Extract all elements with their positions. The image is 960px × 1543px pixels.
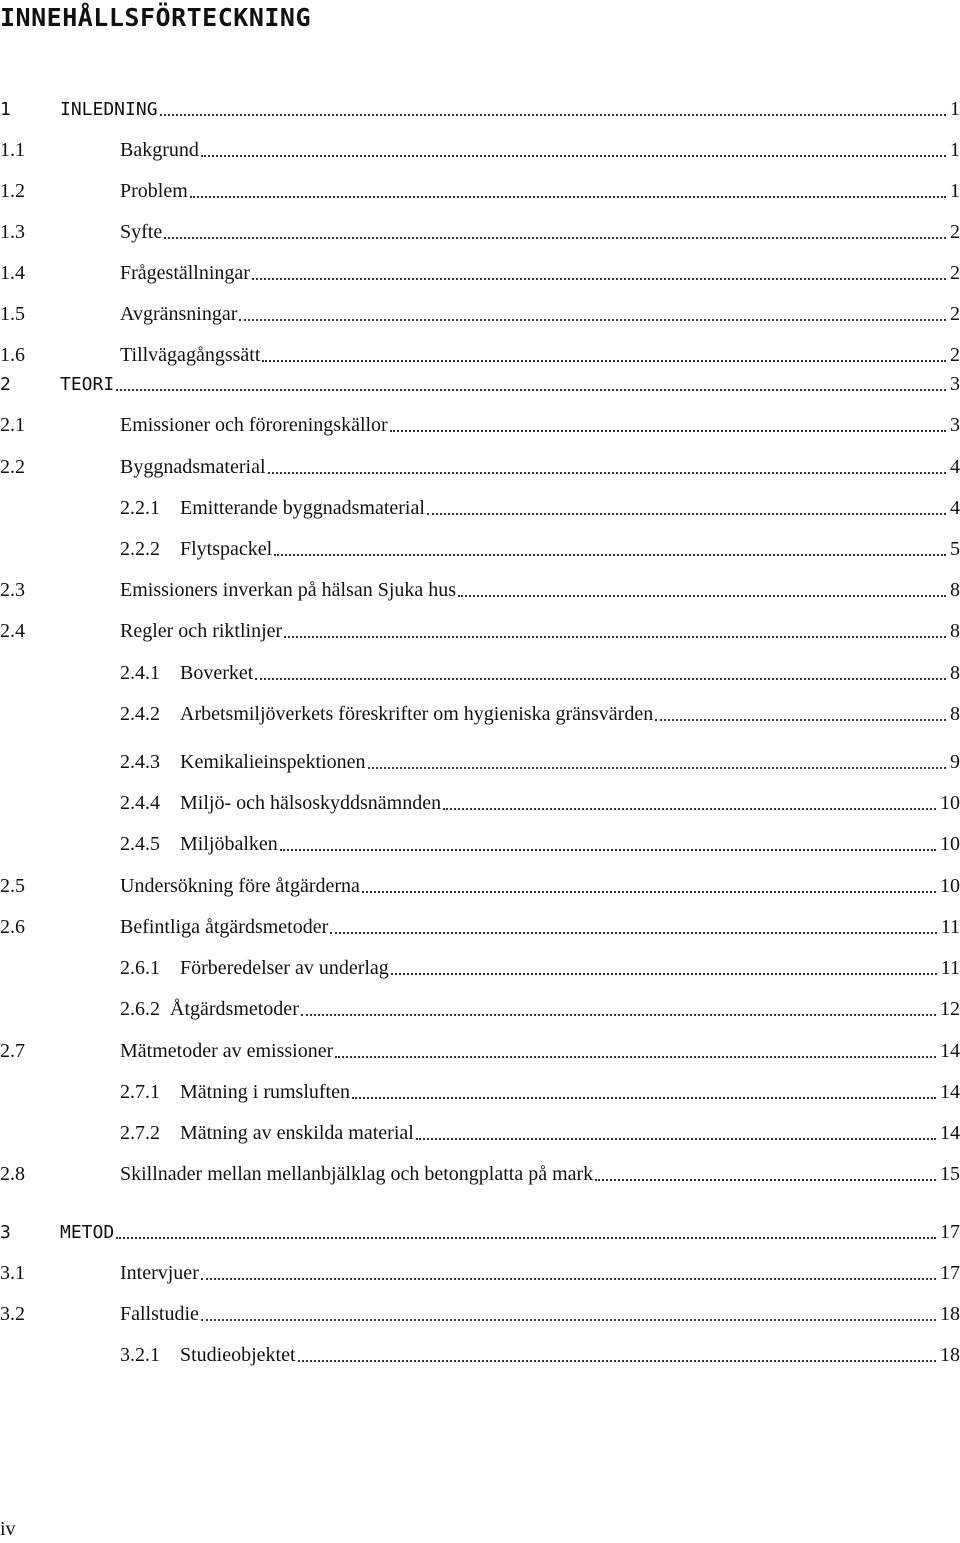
leader-dots	[368, 767, 946, 769]
toc-entry[interactable]	[120, 535, 960, 563]
leader-dots	[362, 891, 936, 893]
entry-page: 2	[950, 303, 960, 325]
entry-number: 1.6	[0, 344, 25, 366]
entry-label: Flytspackel	[180, 538, 273, 560]
toc-entry[interactable]	[120, 830, 960, 858]
toc-entry[interactable]	[0, 218, 960, 246]
entry-number: 2.6.1	[120, 957, 160, 979]
entry-label: Arbetsmiljöverkets föreskrifter om hygieniska gränsvärden	[180, 703, 654, 725]
toc-entry[interactable]	[0, 370, 960, 398]
entry-label: Befintliga åtgärdsmetoder	[120, 916, 329, 938]
entry-page: 15	[940, 1163, 960, 1185]
leader-dots	[239, 319, 946, 321]
entry-number: 2.4	[0, 620, 25, 642]
entry-label: INLEDNING	[60, 99, 158, 120]
toc-entry[interactable]	[0, 1259, 960, 1287]
toc-entry[interactable]	[0, 1218, 960, 1246]
entry-page: 12	[940, 998, 960, 1020]
entry-label: Byggnadsmaterial	[120, 456, 266, 478]
leader-dots	[201, 1278, 936, 1280]
leader-dots	[335, 1056, 936, 1058]
entry-page: 4	[950, 456, 960, 478]
toc-entry[interactable]	[0, 1160, 960, 1188]
entry-number: 3.2	[0, 1303, 25, 1325]
leader-dots	[595, 1179, 936, 1181]
entry-label: Problem	[120, 180, 188, 202]
entry-page: 17	[940, 1262, 960, 1284]
toc-entry[interactable]	[120, 995, 960, 1023]
toc-entry[interactable]	[0, 300, 960, 328]
entry-number: 2	[0, 374, 11, 395]
entry-page: 3	[950, 373, 960, 395]
entry-label: Emissioner och föroreningskällor	[120, 414, 388, 436]
entry-page: 2	[950, 221, 960, 243]
toc-entry[interactable]	[0, 872, 960, 900]
entry-number: 1.1	[0, 139, 25, 161]
leader-dots	[160, 114, 946, 116]
leader-dots	[352, 1097, 936, 1099]
entry-number: 2.4.2	[120, 703, 160, 725]
toc-entry[interactable]	[0, 341, 960, 369]
entry-page: 8	[950, 662, 960, 684]
entry-number: 2.4.4	[120, 792, 160, 814]
entry-label: Fallstudie	[120, 1303, 199, 1325]
entry-page: 8	[950, 620, 960, 642]
leader-dots	[298, 1360, 936, 1362]
entry-number: 2.4.5	[120, 833, 160, 855]
entry-number: 3	[0, 1222, 11, 1243]
leader-dots	[458, 595, 946, 597]
entry-label: Undersökning före åtgärderna	[120, 875, 360, 897]
entry-page: 11	[940, 957, 960, 979]
entry-label: Bakgrund	[120, 139, 199, 161]
entry-page: 2	[950, 344, 960, 366]
toc-entry[interactable]	[120, 748, 960, 776]
leader-dots	[655, 719, 946, 721]
entry-number: 2.2.1	[120, 497, 160, 519]
entry-number: 1.5	[0, 303, 25, 325]
toc-entry[interactable]	[120, 789, 960, 817]
toc-entry[interactable]	[0, 453, 960, 481]
entry-label: Tillvägagångssätt	[120, 344, 261, 366]
leader-dots	[201, 1319, 936, 1321]
toc-entry[interactable]	[0, 259, 960, 287]
leader-dots	[301, 1014, 936, 1016]
page-number: iv	[0, 1518, 16, 1540]
leader-dots	[280, 849, 936, 851]
toc-entry[interactable]	[0, 177, 960, 205]
entry-number: 2.3	[0, 579, 25, 601]
entry-number: 2.1	[0, 414, 25, 436]
entry-number: 2.7.2	[120, 1122, 160, 1144]
entry-label: Regler och riktlinjer	[120, 620, 283, 642]
toc-title: INNEHÅLLSFÖRTECKNING	[0, 3, 312, 32]
entry-number: 1.3	[0, 221, 25, 243]
entry-number: 2.4.1	[120, 662, 160, 684]
entry-page: 3	[950, 414, 960, 436]
toc-entry[interactable]	[120, 494, 960, 522]
leader-dots	[116, 389, 946, 391]
entry-number: 2.6.2	[120, 998, 160, 1020]
leader-dots	[427, 513, 946, 515]
leader-dots	[274, 554, 946, 556]
entry-page: 2	[950, 262, 960, 284]
entry-label: Mätning av enskilda material	[180, 1122, 414, 1144]
entry-number: 1.4	[0, 262, 25, 284]
leader-dots	[252, 278, 946, 280]
entry-label: Mätning i rumsluften	[180, 1081, 350, 1103]
leader-dots	[268, 472, 946, 474]
entry-page: 5	[950, 538, 960, 560]
toc-entry[interactable]	[0, 1037, 960, 1065]
toc-entry[interactable]	[120, 700, 960, 728]
toc-entry[interactable]	[120, 1078, 960, 1106]
entry-number: 2.2.2	[120, 538, 160, 560]
entry-number: 2.5	[0, 875, 25, 897]
entry-number: 2.7	[0, 1040, 25, 1062]
entry-number: 1.2	[0, 180, 25, 202]
leader-dots	[255, 678, 946, 680]
toc-entry[interactable]	[120, 1119, 960, 1147]
entry-label: METOD	[60, 1222, 115, 1243]
leader-dots	[330, 932, 936, 934]
entry-number: 3.2.1	[120, 1344, 160, 1366]
entry-page: 1	[950, 180, 960, 202]
toc-entry[interactable]	[120, 1341, 960, 1369]
toc-entry[interactable]	[120, 659, 960, 687]
entry-label: Avgränsningar	[120, 303, 238, 325]
entry-number: 2.4.3	[120, 751, 160, 773]
toc-entry[interactable]	[0, 136, 960, 164]
entry-page: 14	[940, 1081, 960, 1103]
entry-number: 2.8	[0, 1163, 25, 1185]
entry-label: Emitterande byggnadsmaterial	[180, 497, 425, 519]
entry-label: Boverket	[180, 662, 254, 684]
entry-page: 10	[940, 875, 960, 897]
toc-entry[interactable]	[0, 617, 960, 645]
leader-dots	[262, 360, 946, 362]
entry-number: 2.2	[0, 456, 25, 478]
toc-entry[interactable]	[120, 954, 960, 982]
leader-dots	[443, 808, 936, 810]
entry-page: 11	[940, 916, 960, 938]
entry-number: 2.6	[0, 916, 25, 938]
entry-label: TEORI	[60, 374, 115, 395]
entry-page: 10	[940, 833, 960, 855]
entry-page: 17	[940, 1221, 960, 1243]
entry-page: 18	[940, 1344, 960, 1366]
entry-label: Förberedelser av underlag	[180, 957, 389, 979]
entry-page: 1	[950, 98, 960, 120]
entry-page: 8	[950, 703, 960, 725]
toc-entry[interactable]	[0, 913, 960, 941]
entry-number: 2.7.1	[120, 1081, 160, 1103]
entry-label: Frågeställningar	[120, 262, 250, 284]
entry-number: 3.1	[0, 1262, 25, 1284]
entry-label: Mätmetoder av emissioner	[120, 1040, 334, 1062]
entry-label: Studieobjektet	[180, 1344, 296, 1366]
toc-entry[interactable]	[0, 576, 960, 604]
entry-page: 10	[940, 792, 960, 814]
toc-entry[interactable]	[0, 1300, 960, 1328]
leader-dots	[116, 1237, 936, 1239]
toc-entry[interactable]	[0, 95, 960, 123]
entry-page: 9	[950, 751, 960, 773]
leader-dots	[164, 237, 946, 239]
leader-dots	[390, 430, 946, 432]
entry-page: 4	[950, 497, 960, 519]
entry-page: 8	[950, 579, 960, 601]
entry-label: Intervjuer	[120, 1262, 199, 1284]
leader-dots	[416, 1138, 936, 1140]
entry-label: Kemikalieinspektionen	[180, 751, 366, 773]
entry-label: Miljöbalken	[180, 833, 278, 855]
entry-page: 14	[940, 1040, 960, 1062]
leader-dots	[284, 636, 946, 638]
toc-entry[interactable]	[0, 411, 960, 439]
entry-label: Syfte	[120, 221, 163, 243]
leader-dots	[190, 196, 946, 198]
entry-page: 1	[950, 139, 960, 161]
leader-dots	[391, 973, 937, 975]
entry-page: 18	[940, 1303, 960, 1325]
entry-number: 1	[0, 99, 11, 120]
entry-page: 14	[940, 1122, 960, 1144]
leader-dots	[201, 155, 946, 157]
entry-label: Miljö- och hälsoskyddsnämnden	[180, 792, 442, 814]
entry-label: Skillnader mellan mellanbjälklag och betongplatta på mark	[120, 1163, 594, 1185]
entry-label: Emissioners inverkan på hälsan Sjuka hus	[120, 579, 457, 601]
entry-label: Åtgärdsmetoder	[170, 998, 299, 1020]
